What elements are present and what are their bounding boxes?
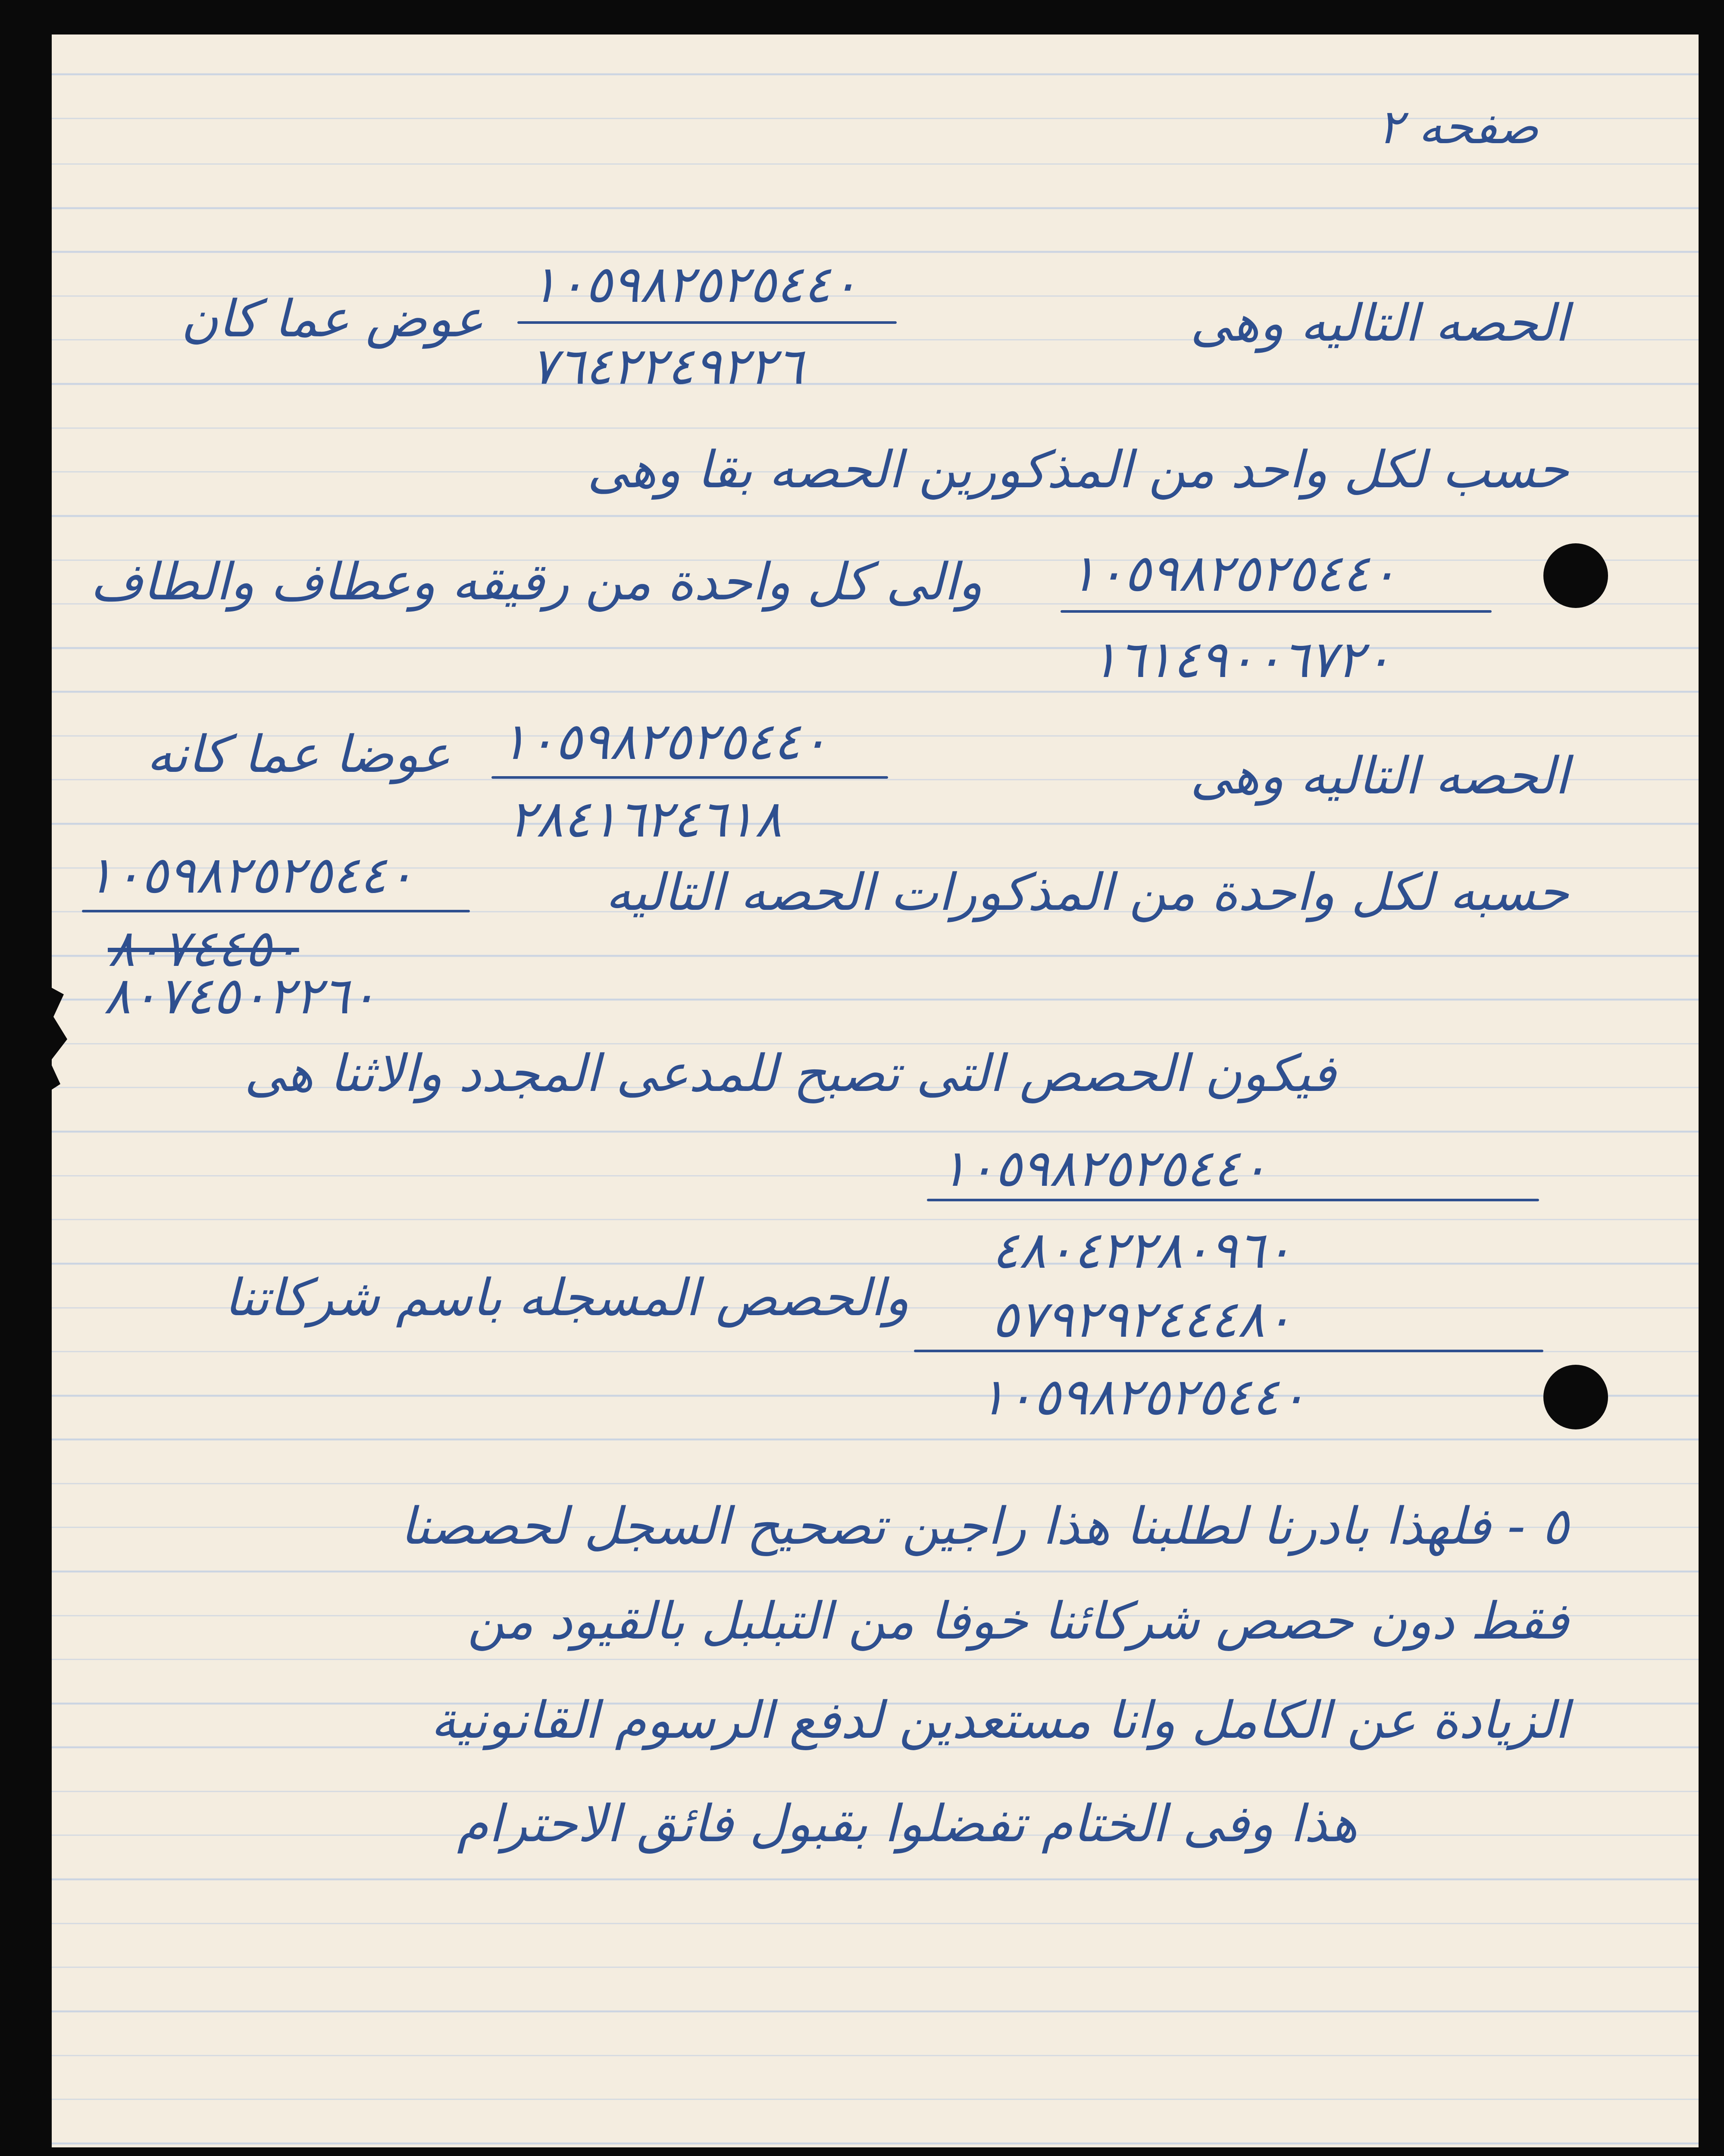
block3-fraction-line xyxy=(1061,610,1492,613)
sum-row1: ٤٨٠٤٢٢٨٠٩٦٠ xyxy=(992,1220,1292,1280)
block1-text-right: عوض عما كان xyxy=(181,289,484,348)
block3-numerator: ١٠٥٩٨٢٥٢٥٤٤٠ xyxy=(1069,543,1397,603)
sum-top-rule xyxy=(927,1199,1539,1201)
punch-hole-bottom xyxy=(1543,1365,1608,1429)
sum-denominator-top: ١٠٥٩٨٢٥٢٥٤٤٠ xyxy=(940,1138,1268,1198)
block5-text: حسبه لكل واحدة من المذكورات الحصه التاليه xyxy=(605,862,1569,922)
page-number-mark: صفحه ٢ xyxy=(1377,99,1539,154)
block4-denominator: ٢٨٤١٦٢٤٦١٨ xyxy=(509,789,782,849)
punch-hole-top xyxy=(1543,543,1608,608)
paragraph-line-1: ٥ - فلهذا بادرنا لطلبنا هذا راجين تصحيح السجل لحصصنا xyxy=(400,1496,1569,1556)
block1-fraction-line xyxy=(517,321,897,324)
block5-struck-value: ٨٠٧٤٤٥٠ xyxy=(108,918,299,978)
sum-row2: ٥٧٩٢٩٢٤٤٤٨٠ xyxy=(992,1289,1292,1349)
block4-fraction-line xyxy=(491,776,888,779)
paragraph-line-3: الزيادة عن الكامل وانا مستعدين لدفع الرسوم القانونية xyxy=(430,1690,1569,1750)
sum-row2-label: والحصص المسجله باسم شركاتنا xyxy=(224,1268,909,1327)
block1-text: الحصه التاليه وهى xyxy=(1190,293,1569,353)
paragraph-line-4: هذا وفى الختام تفضلوا بقبول فائق الاحترام xyxy=(457,1794,1358,1853)
block3-denominator: ١٦١٤٩٠٠٦٧٢٠ xyxy=(1091,630,1392,689)
line2-text: حسب لكل واحد من المذكورين الحصه بقا وهى xyxy=(587,440,1569,499)
block5-numerator: ١٠٥٩٨٢٥٢٥٤٤٠ xyxy=(86,845,414,905)
block5-fraction-line xyxy=(82,910,470,912)
line6-text: فيكون الحصص التى تصبح للمدعى المجدد والاثنا هى xyxy=(244,1044,1336,1103)
block4-text-right: عوضا عما كانه xyxy=(147,724,451,784)
block1-denominator: ٧٦٤٢٢٤٩٢٢٦ xyxy=(530,336,804,396)
sum-bottom-rule xyxy=(914,1350,1543,1352)
block3-text: والى كل واحدة من رقيقه وعطاف والطاف xyxy=(90,552,982,611)
sum-total: ١٠٥٩٨٢٥٢٥٤٤٠ xyxy=(979,1367,1307,1426)
block5-denominator: ٨٠٧٤٥٠٢٢٦٠ xyxy=(103,966,377,1025)
block4-text: الحصه التاليه وهى xyxy=(1190,746,1569,805)
paragraph-line-2: فقط دون حصص شركائنا خوفا من التبلبل بالقيود من xyxy=(467,1591,1569,1651)
block4-numerator: ١٠٥٩٨٢٥٢٥٤٤٠ xyxy=(500,711,828,771)
block1-numerator: ١٠٥٩٨٢٥٢٥٤٤٠ xyxy=(530,254,858,314)
